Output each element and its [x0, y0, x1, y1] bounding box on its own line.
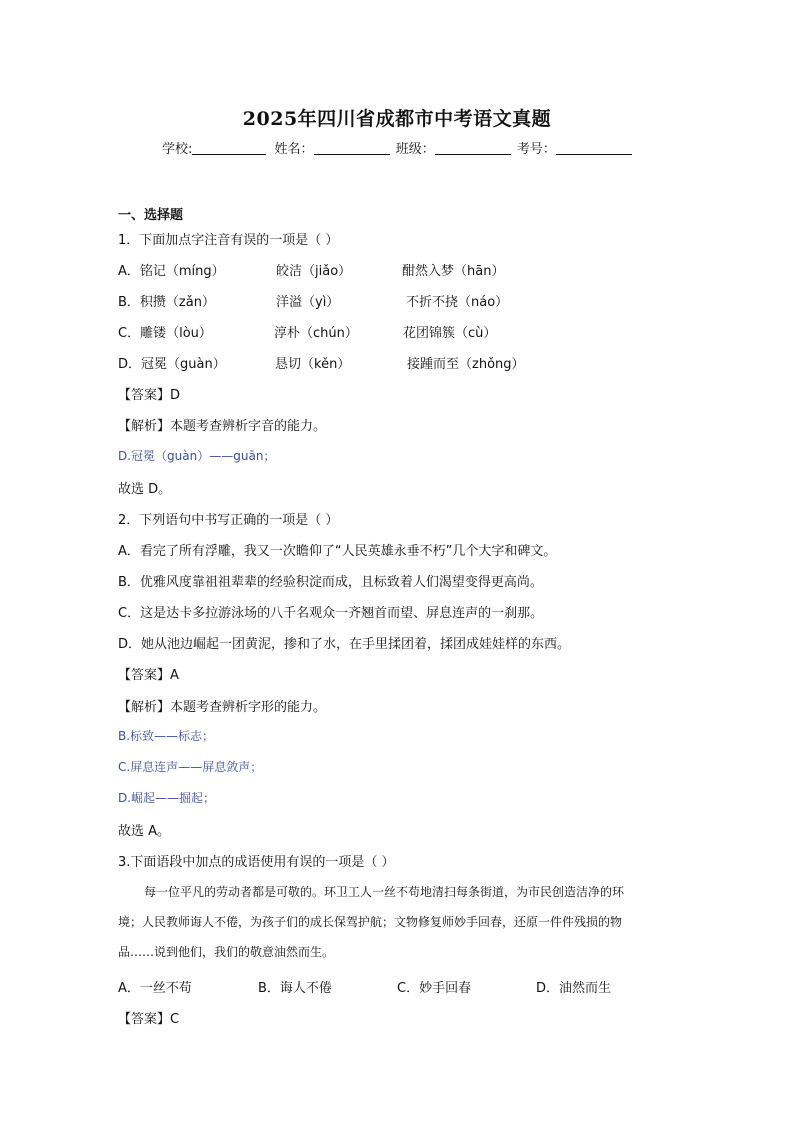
exam-no-label: 考号：: [516, 142, 556, 157]
q1-option-a-1: A．铭记（míng）: [118, 264, 225, 279]
q3-option-c: C．妙手回春: [397, 981, 472, 996]
q2-option-a: A．看完了所有浮雕，我又一次瞻仰了“人民英雄永垂不朽”几个大字和碑文。: [118, 544, 557, 559]
q1-option-a-2: 皎洁（jiǎo）: [276, 264, 352, 279]
q2-detail-d: D.崛起——掘起；: [118, 791, 216, 805]
q1-option-d-3: 接踵而至（zhǒng）: [407, 357, 525, 372]
class-blank[interactable]: [435, 141, 511, 155]
q3-option-b: B．诲人不倦: [258, 981, 332, 996]
class-label: 班级：: [395, 142, 435, 157]
q2-option-d: D．她从池边崛起一团黄泥，掺和了水，在手里揉团着，揉团成娃娃样的东西。: [118, 637, 571, 652]
q3-passage: 每一位平凡的劳动者都是可敬的。环卫工人一丝不苟地清扫每条街道，为市民创造洁净的环境；人民教师诲人不倦，为孩子们的成长保驾护航；文物修复师妙手回春，还原一件件残损的物品……说到他们，我们的敬意油然而生。: [118, 885, 625, 959]
q1-option-b-2: 洋溢（yì）: [276, 295, 340, 310]
q2-option-b: B．优雅风度靠祖祖辈辈的经验积淀而成，且标致着人们渴望变得更高尚。: [118, 575, 543, 590]
q2-conclusion: 故选 A。: [118, 824, 171, 839]
q1-option-c-1: C．雕镂（lòu）: [118, 326, 212, 341]
q1-analysis: 【解析】本题考查辨析字音的能力。: [118, 419, 327, 434]
q1-answer: 【答案】D: [118, 388, 181, 403]
q3-answer: 【答案】C: [118, 1012, 180, 1027]
q2-option-c: C．这是达卡多拉游泳场的八千名观众一齐翘首而望、屏息连声的一刹那。: [118, 606, 544, 621]
q2-detail-c: C.屏息连声——屏息敛声；: [118, 760, 263, 774]
name-blank[interactable]: [314, 141, 390, 155]
q1-conclusion: 故选 D。: [118, 482, 172, 497]
q1-detail: D.冠冕（guàn）——guān；: [118, 449, 276, 463]
exam-no-blank[interactable]: [556, 141, 632, 155]
q1-option-a-3: 酣然入梦（hān）: [402, 264, 505, 279]
q1-option-c-3: 花团锦簇（cù）: [403, 326, 497, 341]
q3-option-d: D．油然而生: [536, 981, 612, 996]
section-heading: 一、选择题: [118, 208, 184, 223]
q1-option-d-2: 恳切（kěn）: [275, 357, 351, 372]
q2-answer: 【答案】A: [118, 668, 179, 683]
q1-option-d-1: D．冠冕（guàn）: [118, 357, 226, 372]
student-info-row: [162, 138, 632, 157]
q2-detail-b: B.标致——标志；: [118, 729, 215, 743]
name-label: 姓名：: [274, 142, 314, 157]
q2-analysis: 【解析】本题考查辨析字形的能力。: [118, 700, 327, 715]
q2-stem: 2．下列语句中书写正确的一项是（ ）: [118, 513, 339, 528]
q1-stem: 1．下面加点字注音有误的一项是（ ）: [118, 233, 339, 248]
q3-option-a: A．一丝不苟: [118, 981, 192, 996]
q1-option-c-2: 淳朴（chún）: [274, 326, 358, 341]
q3-stem: 3.下面语段中加点的成语使用有误的一项是（ ）: [118, 855, 395, 870]
school-label: 学校:: [162, 142, 193, 157]
q1-option-b-3: 不折不挠（náo）: [406, 295, 509, 310]
page-title: 2025年四川省成都市中考语文真题: [242, 108, 552, 130]
q1-option-b-1: B．积攒（zǎn）: [118, 295, 215, 310]
school-blank[interactable]: [192, 141, 266, 155]
